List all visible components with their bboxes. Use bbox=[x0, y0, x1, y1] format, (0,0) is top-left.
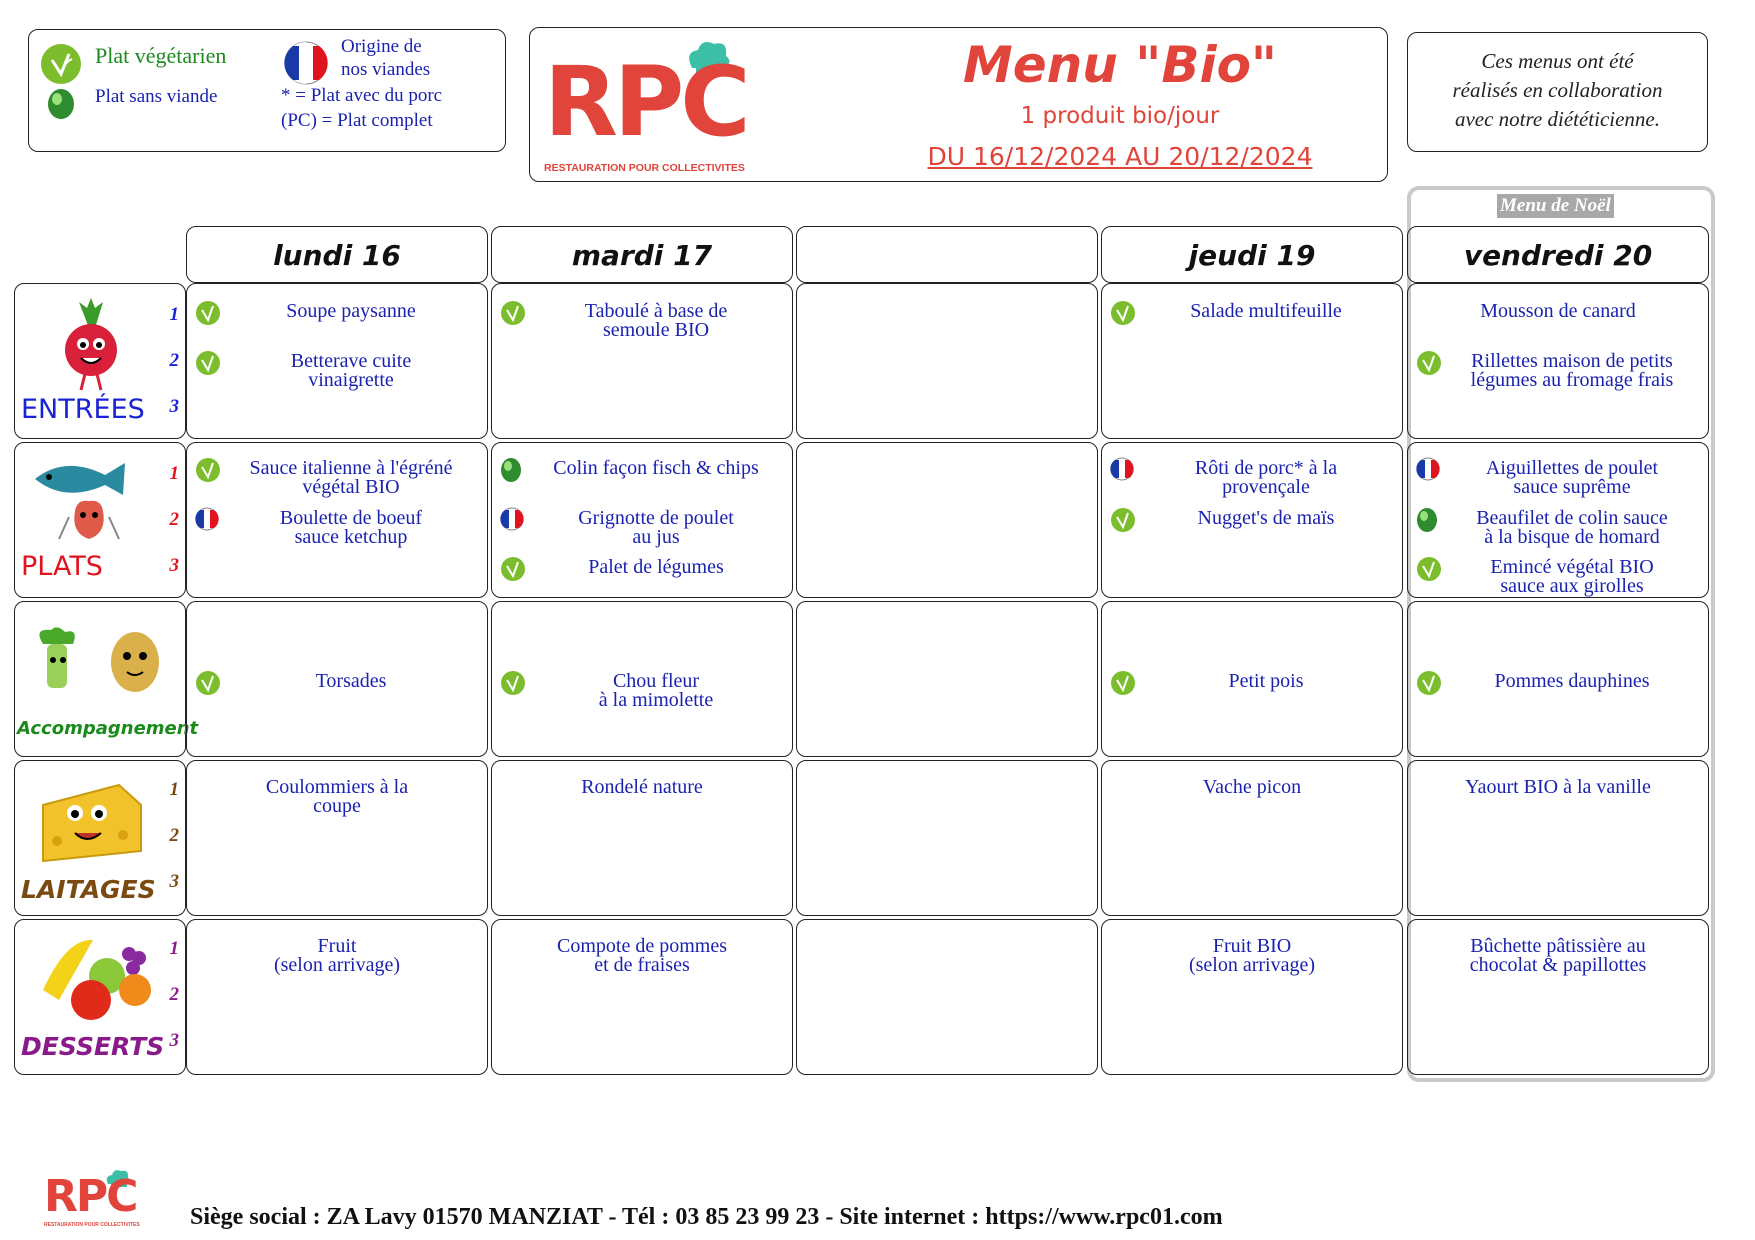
cell-desserts-tuesday bbox=[491, 919, 793, 1075]
cell-desserts-monday bbox=[186, 919, 488, 1075]
cell-desserts-friday bbox=[1407, 919, 1709, 1075]
num-2: 2 bbox=[169, 825, 179, 846]
menu-item: Boulette de boeuf sauce ketchup bbox=[279, 507, 423, 548]
row-label-plats bbox=[14, 442, 186, 598]
veg-icon bbox=[39, 42, 83, 86]
num-2: 2 bbox=[169, 350, 179, 371]
fish-meat-icon bbox=[25, 455, 140, 550]
cell-laitages-monday bbox=[186, 760, 488, 916]
cell-plats-friday bbox=[1407, 442, 1709, 598]
num-2: 2 bbox=[169, 984, 179, 1005]
num-2: 2 bbox=[169, 509, 179, 530]
num-1: 1 bbox=[169, 463, 179, 484]
num-1: 1 bbox=[169, 938, 179, 959]
menu-item: Rôti de porc* à la provençale bbox=[1194, 457, 1338, 498]
row-name-laitages: LAITAGES bbox=[21, 875, 156, 904]
row-label-desserts bbox=[14, 919, 186, 1075]
cell-laitages-friday bbox=[1407, 760, 1709, 916]
dietitian-note bbox=[1407, 32, 1708, 152]
day-header-friday: vendredi 20 bbox=[1407, 226, 1709, 283]
nomeat-icon bbox=[45, 87, 77, 121]
menu-item: Petit pois bbox=[1228, 670, 1304, 692]
row-label-accompagnement bbox=[14, 601, 199, 757]
cell-plats-tuesday bbox=[491, 442, 793, 598]
cell-desserts-wednesday bbox=[796, 919, 1098, 1075]
cell-plats-wednesday bbox=[796, 442, 1098, 598]
day-header-wednesday bbox=[796, 226, 1098, 283]
menu-item: Sauce italienne à l'égréné végétal BIO bbox=[249, 457, 453, 498]
menu-subtitle: 1 produit bio/jour bbox=[1020, 103, 1220, 129]
cell-laitages-tuesday bbox=[491, 760, 793, 916]
menu-item: Betterave cuite vinaigrette bbox=[290, 350, 412, 391]
legend-origin: Origine de nos viandes bbox=[341, 36, 431, 80]
menu-item: Pommes dauphines bbox=[1494, 670, 1650, 692]
footer-logo bbox=[44, 1168, 154, 1232]
fruits-icon bbox=[37, 928, 157, 1023]
row-label-entrees bbox=[14, 283, 186, 439]
cheese-icon bbox=[29, 775, 149, 865]
legend-pork: * = Plat avec du porc bbox=[281, 85, 443, 106]
flag-icon bbox=[283, 40, 329, 86]
menu-item: Yaourt BIO à la vanille bbox=[1465, 776, 1651, 798]
menu-item: Fruit (selon arrivage) bbox=[273, 935, 401, 976]
menu-title: Menu "Bio" bbox=[963, 36, 1277, 94]
num-1: 1 bbox=[169, 304, 179, 325]
cell-entrees-monday bbox=[186, 283, 488, 439]
footer-address: Siège social : ZA Lavy 01570 MANZIAT - Tél : 03 85 23 99 23 - Site internet : https://www.rpc01.com bbox=[190, 1204, 1223, 1230]
cell-entrees-thursday bbox=[1101, 283, 1403, 439]
menu-item: Nugget's de maïs bbox=[1197, 507, 1335, 529]
cell-laitages-wednesday bbox=[796, 760, 1098, 916]
menu-item: Torsades bbox=[315, 670, 387, 692]
day-header-tuesday: mardi 17 bbox=[491, 226, 793, 283]
cell-accomp-wednesday bbox=[796, 601, 1098, 757]
row-name-accompagnement: Accompagnement bbox=[17, 718, 199, 739]
menu-item: Fruit BIO (selon arrivage) bbox=[1188, 935, 1316, 976]
footer-logo-subtitle: RESTAURATION POUR COLLECTIVITES bbox=[44, 1222, 140, 1228]
legend-no-meat: Plat sans viande bbox=[95, 86, 218, 107]
day-header-thursday: jeudi 19 bbox=[1101, 226, 1403, 283]
menu-item: Rondelé nature bbox=[581, 776, 703, 798]
cell-desserts-thursday bbox=[1101, 919, 1403, 1075]
menu-item: Aiguillettes de poulet sauce suprême bbox=[1485, 457, 1659, 498]
menu-item: Mousson de canard bbox=[1480, 300, 1636, 322]
menu-item: Rillettes maison de petits légumes au fromage frais bbox=[1470, 350, 1674, 391]
cell-accomp-thursday bbox=[1101, 601, 1403, 757]
cell-entrees-wednesday bbox=[796, 283, 1098, 439]
menu-item: Soupe paysanne bbox=[286, 300, 416, 322]
cell-plats-monday bbox=[186, 442, 488, 598]
header-box bbox=[529, 27, 1388, 182]
num-3: 3 bbox=[169, 1030, 179, 1051]
cell-entrees-tuesday bbox=[491, 283, 793, 439]
note-text: Ces menus ont été réalisés en collaboration avec notre diététicienne. bbox=[1452, 49, 1663, 131]
menu-item: Taboulé à base de semoule BIO bbox=[584, 300, 728, 341]
cell-accomp-friday bbox=[1407, 601, 1709, 757]
footer-logo-text: RPC bbox=[44, 1171, 137, 1222]
cell-accomp-monday bbox=[186, 601, 488, 757]
menu-item: Salade multifeuille bbox=[1190, 300, 1342, 322]
cell-laitages-thursday bbox=[1101, 760, 1403, 916]
menu-item: Compote de pommes et de fraises bbox=[557, 935, 727, 976]
num-3: 3 bbox=[169, 871, 179, 892]
noel-label: Menu de Noël bbox=[1497, 194, 1614, 218]
num-3: 3 bbox=[169, 396, 179, 417]
cell-entrees-friday bbox=[1407, 283, 1709, 439]
logo bbox=[544, 38, 764, 178]
logo-subtitle: RESTAURATION POUR COLLECTIVITES bbox=[544, 162, 745, 174]
menu-item: Chou fleur à la mimolette bbox=[598, 670, 714, 711]
menu-item: Grignotte de poulet au jus bbox=[578, 507, 734, 548]
row-name-desserts: DESSERTS bbox=[21, 1032, 165, 1061]
menu-item: Bûchette pâtissière au chocolat & papillottes bbox=[1469, 935, 1647, 976]
legend-complete: (PC) = Plat complet bbox=[281, 110, 433, 131]
cell-plats-thursday bbox=[1101, 442, 1403, 598]
menu-item: Colin façon fisch & chips bbox=[553, 457, 759, 479]
num-1: 1 bbox=[169, 779, 179, 800]
legend-vegetarian: Plat végétarien bbox=[95, 43, 227, 68]
menu-item: Vache picon bbox=[1202, 776, 1302, 798]
row-name-plats: PLATS bbox=[21, 551, 103, 582]
menu-item: Emincé végétal BIO sauce aux girolles bbox=[1490, 556, 1654, 597]
vegetables-icon bbox=[23, 624, 173, 696]
menu-item: Palet de légumes bbox=[588, 556, 724, 578]
cell-accomp-tuesday bbox=[491, 601, 793, 757]
radish-icon bbox=[45, 298, 135, 393]
menu-dates: DU 16/12/2024 AU 20/12/2024 bbox=[927, 142, 1313, 171]
row-name-entrees: ENTRÉES bbox=[21, 394, 145, 425]
legend-box bbox=[28, 29, 506, 152]
menu-item: Coulommiers à la coupe bbox=[265, 776, 409, 817]
num-3: 3 bbox=[169, 555, 179, 576]
day-header-monday: lundi 16 bbox=[186, 226, 488, 283]
row-label-laitages bbox=[14, 760, 186, 916]
logo-text: RPC bbox=[544, 46, 747, 158]
menu-item: Beaufilet de colin sauce à la bisque de homard bbox=[1476, 507, 1668, 548]
